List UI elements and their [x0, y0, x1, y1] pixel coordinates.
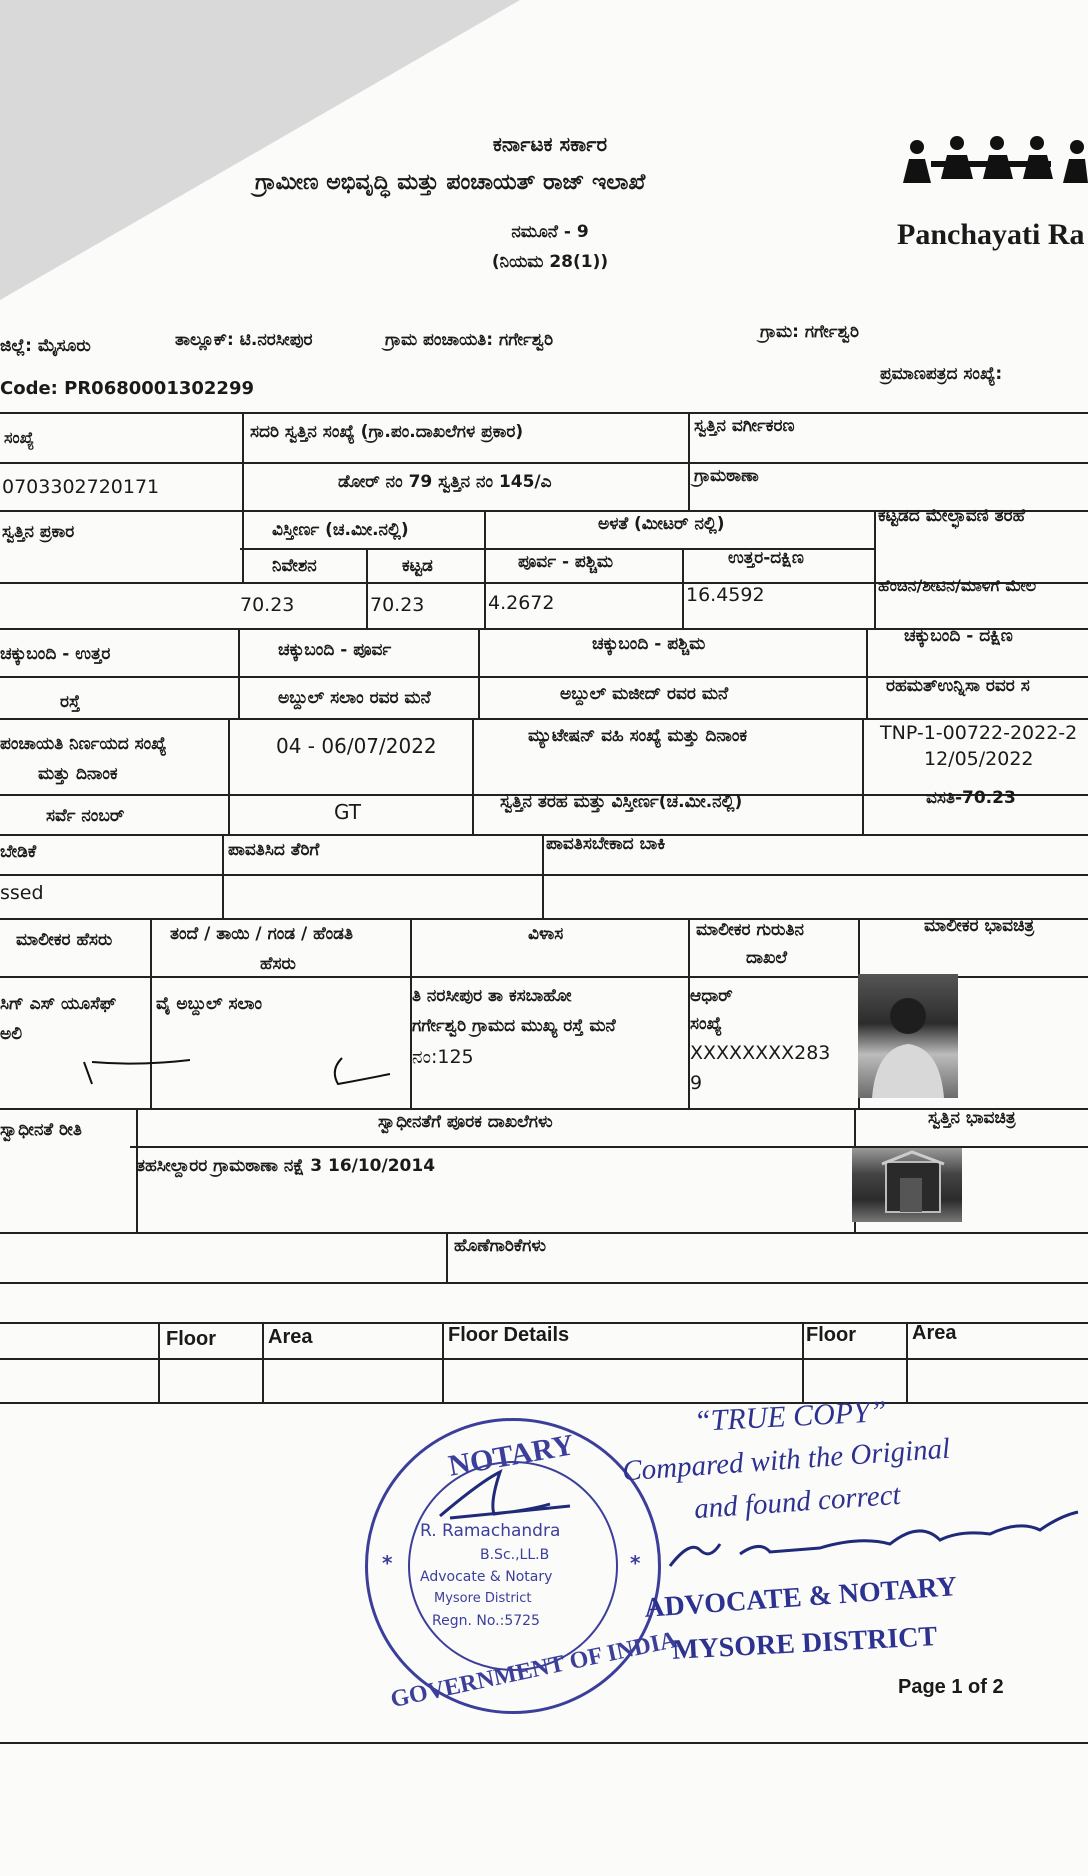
door-number: ಡೋರ್ ನಂ 79 ಸ್ವತ್ತಿನ ನಂ 145/ಎ	[338, 472, 552, 492]
mutation-number: TNP-1-00722-2022-2	[880, 722, 1078, 744]
owner-signature-strokes	[80, 1040, 400, 1090]
advocate-notary-text: ADVOCATE & NOTARY	[643, 1571, 958, 1624]
boundary-north-label: ಚಕ್ಕುಬಂದಿ - ಉತ್ತರ	[0, 644, 111, 664]
address-line-2: ಗರ್ಗೇಶ್ವರಿ ಗ್ರಾಮದ ಮುಖ್ಯ ರಸ್ತೆ ಮನೆ	[412, 1016, 616, 1036]
roof-type-label: ಕಟ್ಟಡದ ಮೇಲ್ಛಾವಣಿ ತರಹೆ	[878, 506, 1026, 526]
balance-due-label: ಪಾವತಿಸಬೇಕಾದ ಬಾಕಿ	[546, 834, 666, 854]
stamp-role: Advocate & Notary	[420, 1569, 553, 1585]
boundary-south-value: ರಹಮತ್‌ಉನ್ನಿಸಾ ರವರ ಸ	[886, 676, 1030, 696]
form-number: ನಮೂನೆ - 9	[511, 222, 589, 242]
id-type: ಆಧಾರ್	[690, 986, 733, 1006]
row1-col1: ಸಂಖ್ಯೆ	[4, 428, 35, 447]
taluk: ತಾಲ್ಲೂಕ್: ಟಿ.ನರಸೀಪುರ	[175, 330, 313, 350]
area-label: ವಿಸ್ತೀರ್ಣ (ಚ.ಮೀ.ನಲ್ಲಿ)	[272, 520, 409, 540]
boundary-west-label: ಚಕ್ಕುಬಂದಿ - ಪಶ್ಚಿಮ	[592, 634, 706, 654]
table-line	[410, 918, 412, 1108]
row1-col2: ಸದರಿ ಸ್ವತ್ತಿನ ಸಂಖ್ಯೆ (ಗ್ರಾ.ಪಂ.ದಾಖಲೆಗಳ ಪ್ರಕಾರ)	[250, 422, 524, 442]
certificate-number: ಪ್ರಮಾಣಪತ್ರದ ಸಂಖ್ಯೆ:	[880, 364, 1003, 384]
liabilities-label: ಹೊಣೆಗಾರಿಕೆಗಳು	[454, 1236, 547, 1256]
boundary-west-value: ಅಬ್ದುಲ್ ಮಜೀದ್ ರವರ ಮನೆ	[560, 684, 729, 704]
site-area-value: 70.23	[240, 594, 295, 616]
property-type-area-label: ಸ್ವತ್ತಿನ ತರಹ ಮತ್ತು ವಿಸ್ತೀರ್ಣ(ಚ.ಮೀ.ನಲ್ಲಿ)	[500, 792, 743, 812]
survey-number-value: GT	[334, 800, 362, 824]
area-label-1: Area	[268, 1326, 313, 1348]
property-type-label: ಸ್ವತ್ತಿನ ಪ್ರಕಾರ	[2, 522, 75, 542]
measurement-label: ಅಳತೆ (ಮೀಟರ್ ನಲ್ಲಿ)	[598, 514, 725, 534]
row1-col3: ಸ್ವತ್ತಿನ ವರ್ಗೀಕರಣ	[694, 416, 795, 436]
possession-type-label: ಸ್ವಾಧೀನತೆ ರೀತಿ	[0, 1120, 82, 1140]
mutation-date: 12/05/2022	[924, 748, 1034, 770]
classification-value: ಗ್ರಾಮಠಾಣಾ	[694, 466, 759, 486]
table-line	[0, 1402, 1088, 1404]
advocate-signature-strokes	[660, 1500, 1080, 1580]
table-line	[222, 834, 224, 918]
table-line	[366, 548, 368, 628]
property-id: 0703302720171	[2, 476, 160, 498]
east-west-label: ಪೂರ್ವ - ಪಶ್ಚಿಮ	[518, 552, 613, 572]
boundary-north-value: ರಸ್ತೆ	[60, 692, 81, 712]
area-label-2: Area	[912, 1322, 957, 1344]
possession-docs-value: ತಹಸೀಲ್ದಾರರ ಗ್ರಾಮಠಾಣಾ ನಕ್ಷೆ 3 16/10/2014	[136, 1156, 436, 1176]
stamp-bottom-text: GOVERNMENT OF INDIA	[388, 1626, 680, 1714]
table-line	[238, 628, 240, 718]
stamp-top-text: NOTARY	[446, 1428, 577, 1483]
id-number: XXXXXXXX283	[690, 1042, 831, 1064]
table-line	[262, 1322, 264, 1402]
table-line	[542, 834, 544, 918]
boundary-east-label: ಚಕ್ಕುಬಂದಿ - ಪೂರ್ವ	[278, 640, 392, 660]
relation-name: ವೈ ಅಬ್ದುಲ್ ಸಲಾಂ	[156, 994, 263, 1014]
building-label: ಕಟ್ಟಡ	[402, 556, 433, 576]
north-south-label: ಉತ್ತರ-ದಕ್ಷಿಣ	[728, 548, 804, 568]
table-line	[0, 412, 1088, 414]
property-photo	[852, 1148, 962, 1222]
table-line	[484, 510, 486, 628]
address-line-3: ನಂ:125	[412, 1046, 474, 1068]
gram-panchayat: ಗ್ರಾಮ ಪಂಚಾಯತಿ: ಗರ್ಗೇಶ್ವರಿ	[385, 330, 554, 350]
table-line	[874, 510, 876, 628]
roof-type-value: ಹೆಂಚಿನ/ಶೀಟಿನ/ಮಾಳಿಗೆ ಮೇಲ	[878, 576, 1037, 595]
district: ಜಿಲ್ಲೆ: ಮೈಸೂರು	[0, 336, 91, 356]
demand-label: ಬೇಡಿಕೆ	[0, 842, 37, 862]
owner-photo	[858, 974, 958, 1098]
assessed-label: ssed	[0, 882, 44, 904]
building-icon	[852, 1148, 962, 1222]
table-line	[0, 874, 1088, 876]
table-line	[906, 1322, 908, 1402]
rule-number: (ನಿಯಮ 28(1))	[491, 252, 609, 272]
floor-label-1: Floor	[166, 1328, 216, 1350]
mutation-label: ಮ್ಯುಟೇಷನ್ ವಹಿ ಸಂಖ್ಯೆ ಮತ್ತು ದಿನಾಂಕ	[528, 726, 748, 746]
possession-docs-label: ಸ್ವಾಧೀನತೆಗೆ ಪೂರಕ ದಾಖಲೆಗಳು	[378, 1112, 553, 1132]
floor-details-label: Floor Details	[448, 1324, 570, 1346]
table-line	[478, 628, 480, 718]
table-line	[0, 834, 1088, 836]
stamp-place: Mysore District	[434, 1591, 532, 1606]
address-label: ವಿಳಾಸ	[528, 924, 564, 944]
property-code: Code: PR0680001302299	[0, 378, 255, 399]
found-correct-text: and found correct	[693, 1478, 902, 1526]
table-line	[472, 718, 474, 834]
logo-text: Panchayati Ra	[897, 218, 1085, 251]
stamp-name: R. Ramachandra	[420, 1521, 561, 1541]
owner-name-1: ಸಿಗ್ ಎಸ್ ಯೂಸೆಫ್	[0, 994, 117, 1014]
table-line	[446, 1232, 448, 1282]
stamp-star-icon: *	[630, 1551, 641, 1575]
table-line	[158, 1322, 160, 1402]
boundary-east-value: ಅಬ್ದುಲ್ ಸಲಾಂ ರವರ ಮನೆ	[278, 688, 431, 708]
stamp-regn: Regn. No.:5725	[432, 1613, 540, 1629]
owner-photo-label: ಮಾಲೀಕರ ಭಾವಚಿತ್ರ	[924, 916, 1035, 936]
table-line	[0, 462, 1088, 464]
relation-label-2: ಹೆಸರು	[260, 954, 296, 974]
owner-name-2: ಅಲಿ	[0, 1024, 23, 1044]
owner-id-label-2: ದಾಖಲೆ	[746, 948, 788, 968]
true-copy-text: “TRUE COPY”	[693, 1394, 888, 1439]
table-line	[0, 718, 1088, 720]
owner-name-label: ಮಾಲೀಕರ ಹೆಸರು	[16, 930, 113, 950]
table-line	[688, 412, 690, 510]
building-area-value: 70.23	[370, 594, 425, 616]
table-line	[0, 1108, 1088, 1110]
address-line-1: ತಿ ನರಸೀಪುರ ತಾ ಕಸಬಾಹೋ	[412, 986, 572, 1006]
village: ಗ್ರಾಮ: ಗರ್ಗೇಶ್ವರಿ	[760, 322, 859, 342]
relation-label-1: ತಂದೆ / ತಾಯಿ / ಗಂಡ / ಹೆಂಡತಿ	[170, 924, 353, 944]
north-south-value: 16.4592	[686, 584, 765, 606]
resolution-value: 04 - 06/07/2022	[276, 734, 437, 758]
survey-number-label: ಸರ್ವೆ ನಂಬರ್	[46, 806, 125, 826]
page-bottom-line	[0, 1742, 1088, 1744]
east-west-value: 4.2672	[488, 592, 555, 614]
id-number-tail: 9	[690, 1072, 703, 1094]
person-silhouette-icon	[858, 974, 958, 1098]
table-line	[242, 412, 244, 582]
dept-title: ಗ್ರಾಮೀಣ ಅಭಿವೃದ್ಧಿ ಮತ್ತು ಪಂಚಾಯತ್ ರಾಜ್ ಇಲಾಖೆ	[255, 170, 646, 195]
table-line	[862, 718, 864, 834]
notary-signature-strokes	[420, 1462, 600, 1532]
stamp-degree: B.Sc.,LL.B	[480, 1547, 550, 1563]
table-line	[228, 718, 230, 834]
id-number-label: ಸಂಖ್ಯೆ	[690, 1014, 722, 1034]
gov-title: ಕರ್ನಾಟಕ ಸರ್ಕಾರ	[492, 132, 608, 156]
property-type-area-value: ವಸತಿ-70.23	[926, 788, 1016, 808]
tax-paid-label: ಪಾವತಿಸಿದ ತೆರಿಗೆ	[228, 840, 320, 860]
page-number: Page 1 of 2	[898, 1676, 1004, 1698]
table-line	[442, 1322, 444, 1402]
site-label: ನಿವೇಶನ	[272, 556, 317, 576]
table-line	[682, 548, 684, 628]
boundary-south-label: ಚಕ್ಕುಬಂದಿ - ದಕ್ಷಿಣ	[904, 626, 1013, 646]
table-line	[0, 1282, 1088, 1284]
compared-text: Compared with the Original	[621, 1432, 952, 1488]
property-photo-label: ಸ್ವತ್ತಿನ ಭಾವಚಿತ್ರ	[928, 1108, 1016, 1128]
stamp-star-icon: *	[382, 1551, 393, 1575]
table-line	[0, 1232, 1088, 1234]
table-line	[802, 1322, 804, 1402]
resolution-label-2: ಮತ್ತು ದಿನಾಂಕ	[38, 764, 118, 784]
table-line	[866, 628, 868, 718]
panchayati-raj-logo-icon	[895, 135, 1088, 215]
floor-label-2: Floor	[806, 1324, 856, 1346]
owner-id-label-1: ಮಾಲೀಕರ ಗುರುತಿನ	[696, 920, 804, 940]
table-line	[0, 1358, 1088, 1360]
resolution-label-1: ಪಂಚಾಯತಿ ನಿರ್ಣಯದ ಸಂಖ್ಯೆ	[0, 734, 167, 754]
mysore-district-text: MYSORE DISTRICT	[671, 1621, 938, 1666]
